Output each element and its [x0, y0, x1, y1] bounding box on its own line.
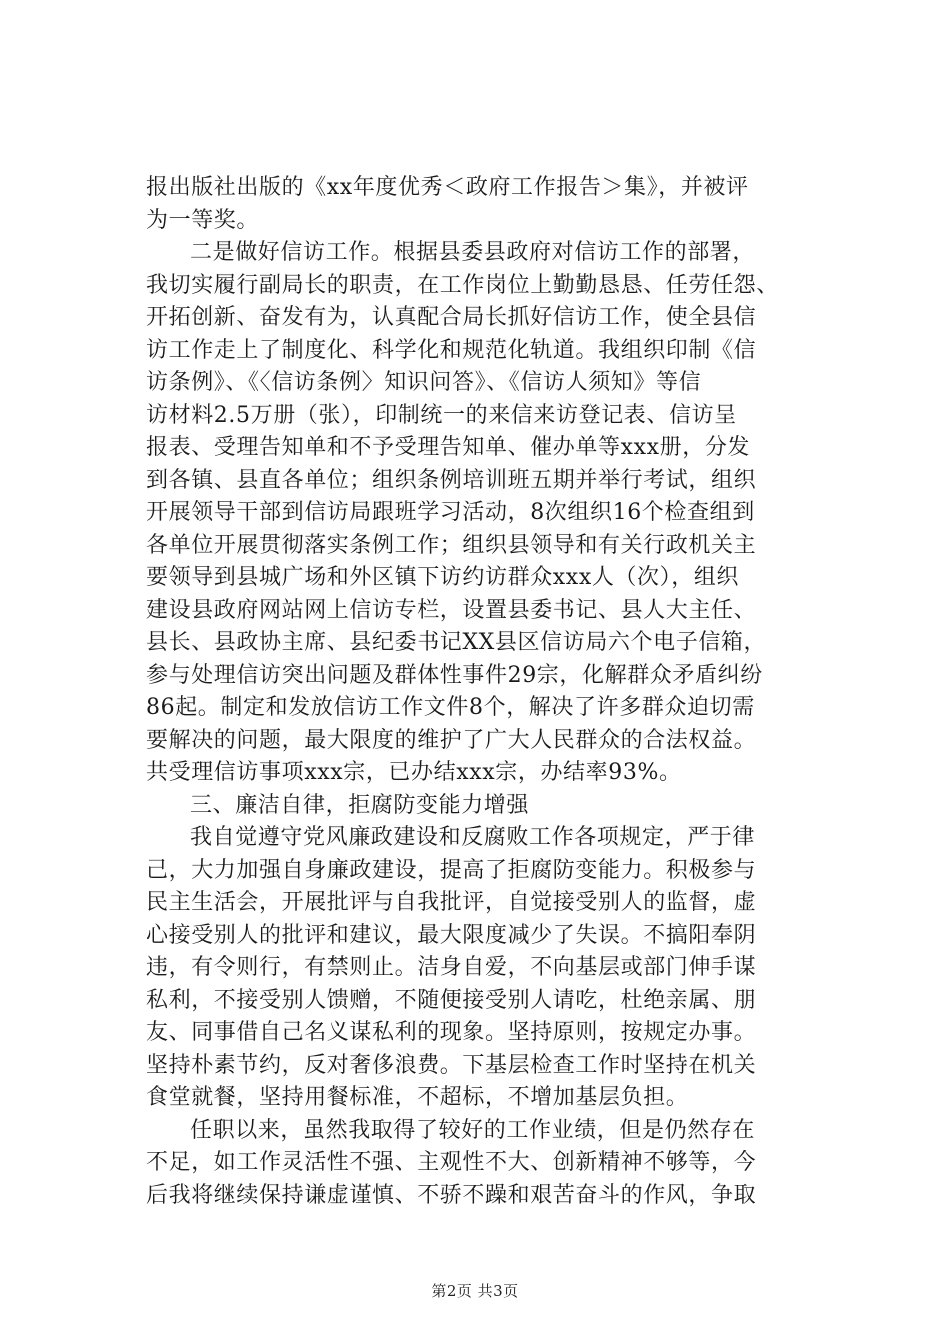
text-line: 访工作走上了制度化、科学化和规范化轨道。我组织印制《信 — [146, 337, 757, 363]
text-line: 友、同事借自己名义谋私利的现象。坚持原则，按规定办事。 — [146, 1020, 757, 1045]
text-line: 访材料2.5万册（张），印制统一的来信来访登记表、信访呈 — [146, 402, 737, 428]
text-line: 后我将继续保持谦虚谨慎、不骄不躁和艰苦奋斗的作风，争取 — [146, 1182, 757, 1208]
text-line: 86起。制定和发放信访工作文件8个，解决了许多群众迫切需 — [146, 695, 755, 720]
text-line: 违，有令则行，有禁则止。洁身自爱，不向基层或部门伸手谋 — [146, 955, 757, 980]
text-line: 开展领导干部到信访局跟班学习活动，8次组织16个检查组到 — [146, 500, 755, 525]
body-text — [146, 172, 836, 1212]
paragraph-start-line: 我自觉遵守党风廉政建设和反腐败工作各项规定，严于律 — [190, 825, 756, 850]
section-heading: 三、廉洁自律，拒腐防变能力增强 — [190, 792, 530, 818]
text-line: 要领导到县城广场和外区镇下访约访群众xxx人（次），组织 — [146, 565, 740, 590]
text-line: 民主生活会，开展批评与自我批评，自觉接受别人的监督，虚 — [146, 890, 757, 915]
text-line: 报表、受理告知单和不予受理告知单、催办单等xxx册，分发 — [146, 435, 751, 460]
text-line: 心接受别人的批评和建议，最大限度减少了失误。不搞阳奉阴 — [146, 922, 757, 948]
text-line: 己，大力加强自身廉政建设，提高了拒腐防变能力。积极参与 — [146, 857, 757, 883]
text-line: 参与处理信访突出问题及群体性事件29宗，化解群众矛盾纠纷 — [146, 662, 763, 688]
paragraph-start-line: 任职以来，虽然我取得了较好的工作业绩，但是仍然存在 — [190, 1117, 756, 1143]
text-line: 食堂就餐，坚持用餐标准，不超标，不增加基层负担。 — [146, 1085, 689, 1110]
text-line: 建设县政府网站网上信访专栏，设置县委书记、县人大主任、 — [146, 597, 757, 623]
text-line: 到各镇、县直各单位；组织条例培训班五期并举行考试，组织 — [146, 467, 757, 493]
text-line: 为一等奖。 — [146, 207, 260, 233]
text-line: 访条例》、《〈信访条例〉知识问答》、《信访人须知》等信 — [146, 370, 702, 395]
text-line: 开拓创新、奋发有为，认真配合局长抓好信访工作，使全县信 — [146, 305, 757, 330]
page-footer — [0, 1280, 950, 1301]
text-line: 报出版社出版的《xx年度优秀＜政府工作报告＞集》，并被评 — [146, 175, 749, 200]
text-line: 要解决的问题，最大限度的维护了广大人民群众的合法权益。 — [146, 727, 757, 753]
paragraph-start-line: 二是做好信访工作。根据县委县政府对信访工作的部署， — [190, 240, 756, 265]
text-line: 不足，如工作灵活性不强、主观性不大、创新精神不够等，今 — [146, 1150, 757, 1175]
text-line: 各单位开展贯彻落实条例工作；组织县领导和有关行政机关主 — [146, 532, 757, 558]
text-line: 私利，不接受别人馈赠，不随便接受别人请吃，杜绝亲属、朋 — [146, 987, 757, 1013]
text-line: 坚持朴素节约，反对奢侈浪费。下基层检查工作时坚持在机关 — [146, 1052, 757, 1078]
text-line: 我切实履行副局长的职责，在工作岗位上勤勤恳恳、任劳任怨、 — [146, 272, 779, 298]
text-line: 共受理信访事项xxx宗，已办结xxx宗，办结率93%。 — [146, 760, 682, 785]
page-number: 第2页 共3页 — [431, 1282, 519, 1300]
text-line: 县长、县政协主席、县纪委书记XX县区信访局六个电子信箱， — [146, 630, 767, 655]
